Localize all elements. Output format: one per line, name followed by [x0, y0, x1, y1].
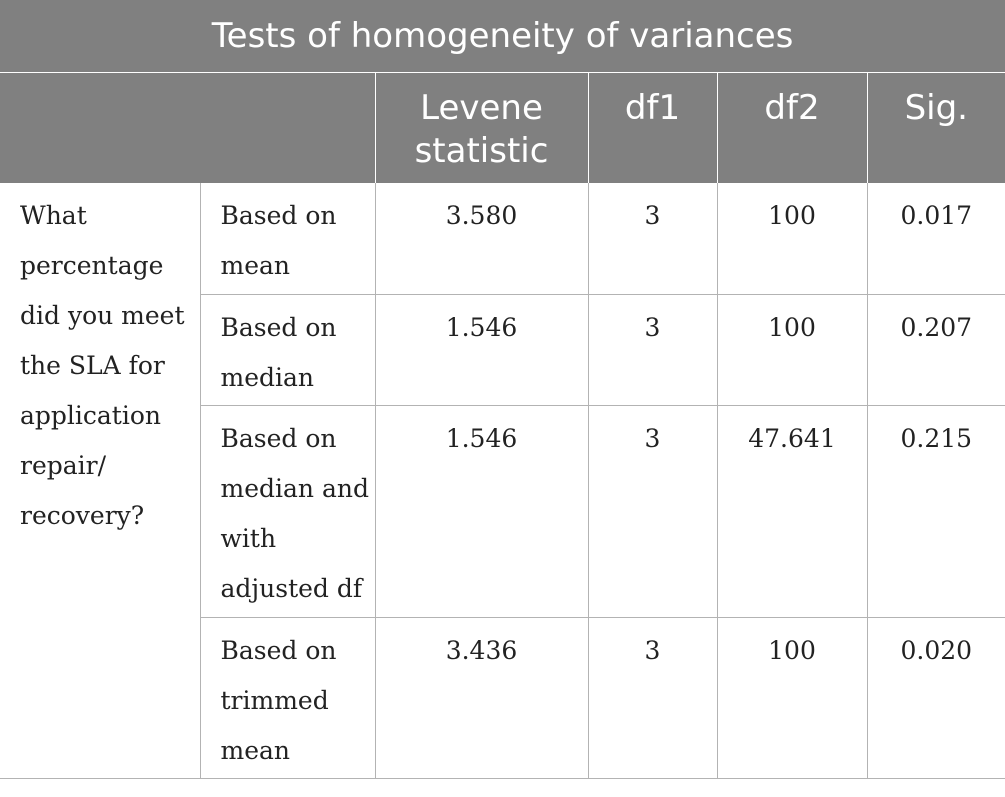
header-sig: Sig.: [867, 73, 1005, 183]
sig-value: 0.017: [867, 183, 1005, 295]
header-row: [0, 73, 1005, 183]
levene-value: 3.436: [375, 618, 588, 779]
row-label: Based on median: [200, 295, 375, 406]
row-label: Based on trimmed mean: [200, 618, 375, 779]
header-empty-cell: [0, 73, 375, 183]
sig-value: 0.207: [867, 295, 1005, 406]
header-levene-line1: Levene: [420, 88, 543, 128]
df1-value: 3: [588, 618, 717, 779]
header-df2: df2: [717, 73, 867, 183]
df1-value: 3: [588, 295, 717, 406]
row-label: Based on mean: [200, 183, 375, 295]
table-title: Tests of homogeneity of variances: [0, 0, 1005, 73]
levene-value: 3.580: [375, 183, 588, 295]
header-levene-statistic: [375, 73, 588, 183]
levene-value: 1.546: [375, 406, 588, 618]
df2-value: 100: [717, 183, 867, 295]
df1-value: 3: [588, 183, 717, 295]
sig-value: 0.020: [867, 618, 1005, 779]
df1-value: 3: [588, 406, 717, 618]
sig-value: 0.215: [867, 406, 1005, 618]
df2-value: 47.641: [717, 406, 867, 618]
df2-value: 100: [717, 295, 867, 406]
df2-value: 100: [717, 618, 867, 779]
table-row: [0, 183, 1005, 295]
question-cell: What percentage did you meet the SLA for application repair/ recovery?: [0, 183, 200, 779]
levene-value: 1.546: [375, 295, 588, 406]
header-levene-line2: statistic: [414, 131, 549, 171]
title-row: [0, 0, 1005, 73]
row-label: Based on median and with adjusted df: [200, 406, 375, 618]
header-df1: df1: [588, 73, 717, 183]
